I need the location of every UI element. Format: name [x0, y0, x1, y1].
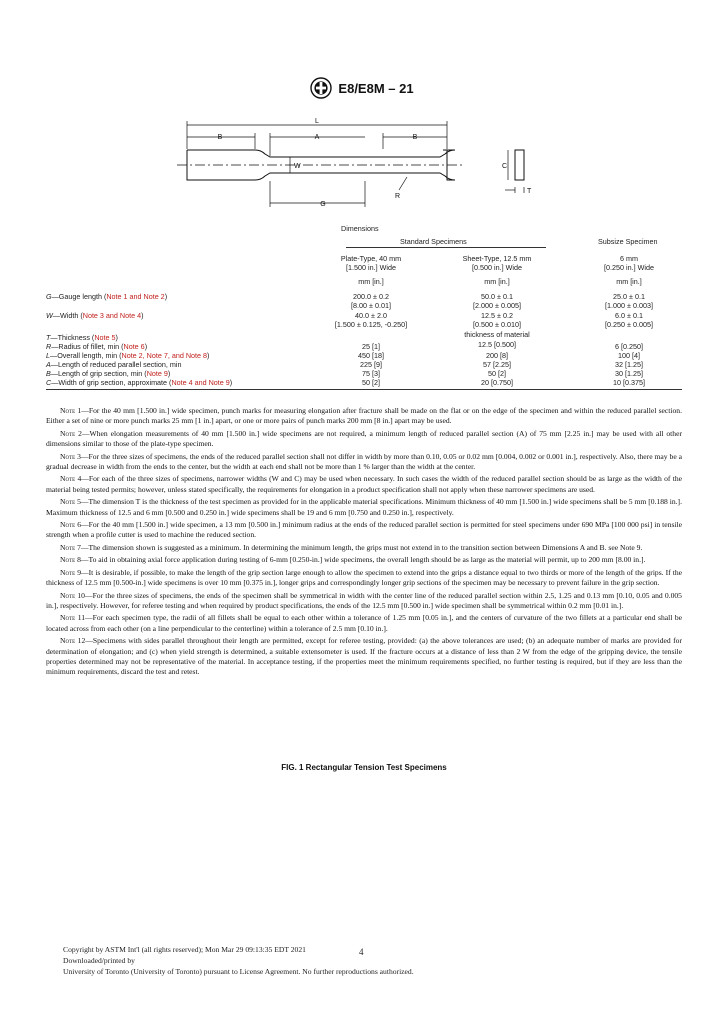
row-label-overall-length: L—Overall length, min (Note 2, Note 7, and Note 8) — [46, 351, 210, 360]
row-label-grip-length: B—Length of grip section, min (Note 9) — [46, 369, 171, 378]
dim-label-W: W — [294, 163, 301, 170]
cell-grip-width-plate: 50 [2] — [362, 378, 380, 387]
cell-width-sheet: 12.5 ± 0.2 [0.500 ± 0.010] — [473, 311, 521, 330]
cell-width-subsize: 6.0 ± 0.1 [0.250 ± 0.005] — [605, 311, 653, 330]
row-label-radius: R—Radius of fillet, min (Note 6) — [46, 342, 148, 351]
cell-grip-width-sheet: 20 [0.750] — [481, 378, 513, 387]
notes-section — [46, 406, 682, 680]
note: Note 9—It is desirable, if possible, to make the length of the grip section large enough to allow the specimen to extend into the grips a distance equal to two thirds or more of the length of the grips. If the thickness of 12.5 mm [0.500-in.] wide specimens is over 10 mm [0.375 in.], longer grips and correspondingly longer grip sections of the specimen may be necessary to prevent failure in the grip section. — [46, 567, 682, 588]
dim-label-B-left: B — [217, 134, 223, 141]
cell-length-sheet: 200 [8] — [486, 351, 508, 360]
row-label-reduced-section: A—Length of reduced parallel section, min — [46, 360, 182, 369]
cell-gauge-plate: 200.0 ± 0.2 [8.00 ± 0.01] — [351, 292, 391, 311]
page-footer — [63, 944, 663, 977]
cell-reduced-plate: 225 [9] — [360, 360, 382, 369]
cell-reduced-subsize: 32 [1.25] — [615, 360, 643, 369]
row-label-width: W—Width (Note 3 and Note 4) — [46, 311, 144, 320]
figure-caption: FIG. 1 Rectangular Tension Test Specimens — [281, 763, 447, 772]
cell-grip-length-sheet: 50 [2] — [488, 369, 506, 378]
cell-gauge-subsize: 25.0 ± 0.1 [1.000 ± 0.003] — [605, 292, 653, 311]
cell-grip-length-plate: 75 [3] — [362, 369, 380, 378]
note: Note 12—Specimens with sides parallel throughout their length are permitted, except for referee testing, provided: (a) the above tolerances are used; (b) an adequate number of marks are provided for determination of elongation; and (c) when yield strength is determined, a suitable extensometer is used. If the fracture occurs at a distance of less than 2 W from the edge of the gripping device, the tensile properties determined may not be representative of the material. In acceptance testing, if the properties meet the minimum requirements specified, no further testing is required, but if they are less than the minimum requirements, discard the test and retest. — [46, 636, 683, 677]
standard-designation: E8/E8M – 21 — [338, 80, 414, 96]
cell-radius-subsize: 6 [0.250] — [615, 342, 643, 351]
cell-grip-length-subsize: 30 [1.25] — [615, 369, 643, 378]
note: Note 2—When elongation measurements of 40 mm [1.500 in.] wide specimens are not required, a minimum length of reduced parallel section (A) of 75 mm [2.25 in.] may be used with all other dimensions similar to those of the plate-type specimen. — [46, 428, 682, 449]
dim-label-C: C — [502, 163, 508, 170]
note: Note 11—For each specimen type, the radii of all fillets shall be equal to each other within a tolerance of 1.25 mm [0.05 in.], and the centers of curvature of the two fillets at a particular end shall be located across from each other (on a line perpendicular to the centerline) within a tolerance of 2.5 mm [0.10 in.]. — [46, 613, 682, 633]
column-unit-sheet: mm [in.] — [484, 277, 510, 286]
subsize-specimen-heading: Subsize Specimen — [598, 237, 658, 246]
download-line: Downloaded/printed by — [63, 956, 135, 965]
dim-label-L: L — [315, 118, 319, 125]
copyright-line: Copyright by ASTM Int'l (all rights reserved); Mon Mar 29 09:13:35 EDT 2021 — [63, 945, 306, 954]
dim-label-R: R — [395, 193, 401, 200]
column-title-subsize: 6 mm [0.250 in.] Wide — [604, 254, 654, 273]
cell-radius-plate: 25 [1] — [362, 342, 380, 351]
specimen-drawing — [175, 115, 535, 215]
cell-grip-width-subsize: 10 [0.375] — [613, 378, 645, 387]
license-line: University of Toronto (University of Toronto) pursuant to License Agreement. No further reproductions authorized. — [63, 967, 414, 976]
note: Note 1—For the 40 mm [1.500 in.] wide specimen, punch marks for measuring elongation after fracture shall be made on the flat or on the edge of the specimen and within the reduced parallel section. Either a set of nine or more punch marks 25 mm [1 in.] apart, or one or more pairs of punch marks 200 mm [8 in.] apart may be used. — [46, 406, 682, 426]
note: Note 8—To aid in obtaining axial force application during testing of 6-mm [0.250-in.] wide specimens, the overall length should be as large as the material will permit, up to 200 mm [8.00 in.]. — [60, 555, 646, 565]
note: Note 7—The dimension shown is suggested as a minimum. In determining the minimum length, the grips must not extend in to the transition section between Dimensions A and B. see Note 9. — [60, 542, 643, 552]
dim-label-A: A — [314, 134, 320, 141]
column-unit-plate: mm [in.] — [358, 277, 384, 286]
dim-label-T: T — [527, 188, 532, 195]
cell-length-plate: 450 [18] — [358, 351, 384, 360]
note: Note 4—For each of the three sizes of specimens, narrower widths (W and C) may be used when necessary. In such cases the width of the reduced parallel section should be as large as the width of the material being tested permits; however, unless stated specifically, the requirements for elongation in a product specification shall not apply when these narrower specimens are used. — [46, 474, 682, 494]
cell-length-subsize: 100 [4] — [618, 351, 640, 360]
column-title-sheet: Sheet-Type, 12.5 mm [0.500 in.] Wide — [462, 254, 532, 273]
row-label-thickness: T—Thickness (Note 5) — [46, 333, 118, 342]
cell-reduced-sheet: 57 [2.25] — [483, 360, 511, 369]
dim-label-G: G — [320, 201, 326, 208]
row-label-grip-width: C—Width of grip section, approximate (Note 4 and Note 9) — [46, 378, 233, 387]
dimensions-heading: Dimensions — [341, 224, 379, 233]
note: Note 10—For the three sizes of specimens, the ends of the specimen shall be symmetrical in width with the center line of the reduced parallel section within 2.5, 1.25 and 0.13 mm [0.10, 0.05 and 0.005 in.], respectively. However, for referee testing and when required by product specifications, the ends of the 12.5 mm [0.500 in.] wide specimen shall be symmetrical within 0.2 mm [0.01 in.]. — [46, 590, 682, 610]
cell-width-plate: 40.0 ± 2.0 [1.500 ± 0.125, -0.250] — [334, 311, 408, 330]
page-header — [0, 77, 724, 99]
page-number: 4 — [359, 947, 364, 957]
column-unit-subsize: mm [in.] — [616, 277, 642, 286]
standard-specimens-heading: Standard Specimens — [400, 237, 467, 246]
note: Note 5—The dimension T is the thickness of the test specimen as provided for in the applicable material specifications. Minimum thickness of 40 mm [1.500 in.] wide specimens shall be 5 mm [0.188 in.]. Maximum thickness of 12.5 and 6 mm [0.500 and 0.250 in.] wide specimens shall be 19 and 6 mm [0.750 and 0.250 in.], respectively. — [46, 497, 682, 517]
row-label-gauge-length: G—Gauge length (Note 1 and Note 2) — [46, 292, 168, 301]
note: Note 3—For the three sizes of specimens, the ends of the reduced parallel section shall not differ in width by more than 0.10, 0.05 or 0.02 mm [0.004, 0.002 or 0.001 in.], respectively. Also, there may be a gradual decrease in width from the ends to the center, but the width at each end shall not be more than 1 % larger than the width at the center. — [46, 451, 682, 472]
dim-label-B-right: B — [412, 134, 418, 141]
cell-thickness-sheet: thickness of material — [464, 330, 530, 339]
astm-logo-icon — [310, 77, 332, 99]
cell-radius-sheet: 12.5 [0.500] — [478, 340, 516, 349]
column-title-plate: Plate-Type, 40 mm [1.500 in.] Wide — [340, 254, 402, 273]
note: Note 6—For the 40 mm [1.500 in.] wide specimen, a 13 mm [0.500 in.] minimum radius at the ends of the reduced parallel section is permitted for steel specimens under 690 MPa [100 000 psi] in tensile strength when a profile cutter is used to machine the reduced section. — [46, 520, 682, 540]
cell-gauge-sheet: 50.0 ± 0.1 [2.000 ± 0.005] — [473, 292, 521, 311]
